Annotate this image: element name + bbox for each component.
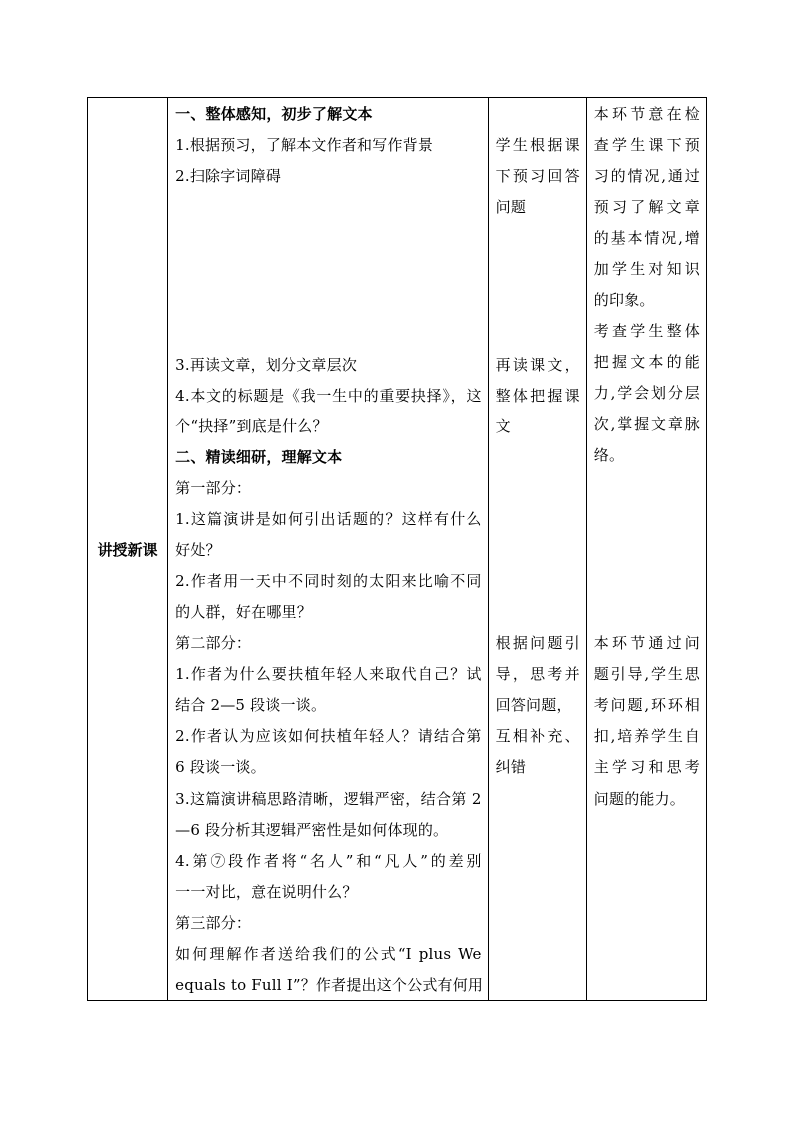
student-line: 根据问题引	[495, 634, 580, 652]
intent-line: 络。	[593, 446, 625, 464]
content-line: equals to Full I”？作者提出这个公式有何用	[175, 976, 484, 994]
content-line: 好处？	[175, 541, 221, 559]
content-heading: 二、精读细研，理解文本	[175, 448, 343, 466]
content-line: 6 段谈一谈。	[175, 758, 266, 776]
content-line: 第二部分：	[175, 634, 252, 652]
intent-line: 力,学会划分层	[593, 384, 700, 402]
intent-line: 加学生对知识	[593, 260, 700, 278]
teaching-content-cell	[168, 98, 489, 1001]
intent-line: 问题的能力。	[593, 790, 685, 808]
content-line: 如何理解作者送给我们的公式“I plus We	[175, 945, 482, 963]
content-line: 3.再读文章，划分文章层次	[175, 356, 358, 374]
content-line: 3.这篇演讲稿思路清晰，逻辑严密，结合第 2	[175, 790, 482, 808]
intent-line: 预习了解文章	[593, 198, 700, 216]
intent-line: 查学生课下预	[593, 136, 700, 154]
intent-line: 习的情况,通过	[593, 167, 700, 185]
content-line: 结合 2—5 段谈一谈。	[175, 696, 327, 714]
intent-line: 扣,培养学生自	[593, 727, 700, 745]
intent-line: 次,掌握文章脉	[593, 415, 700, 433]
student-line: 纠错	[495, 758, 527, 776]
content-line: —6 段分析其逻辑严密性是如何体现的。	[175, 821, 449, 839]
content-line: 的人群，好在哪里？	[175, 603, 312, 621]
content-line: 个“抉择”到底是什么？	[175, 417, 328, 435]
content-line: 1.作者为什么要扶植年轻人来取代自己？试	[175, 665, 482, 683]
content-line: 2.扫除字词障碍	[175, 167, 282, 185]
student-line: 下预习回答	[495, 167, 580, 185]
intent-line: 把握文本的能	[593, 353, 700, 371]
student-line: 互相补充、	[495, 727, 580, 745]
intent-line: 的基本情况,增	[593, 229, 700, 247]
student-line: 导，思考并	[495, 665, 580, 683]
intent-line: 主学习和思考	[593, 758, 700, 776]
content-line: 一一对比，意在说明什么？	[175, 883, 358, 901]
student-activity-cell	[488, 98, 586, 1001]
intent-line: 题引导,学生思	[593, 665, 700, 683]
content-line: 2.作者认为应该如何扶植年轻人？请结合第	[175, 727, 482, 745]
student-line: 学生根据课	[495, 136, 580, 154]
intent-line: 本环节意在检	[593, 105, 700, 123]
student-line: 整体把握课	[495, 387, 580, 405]
content-line: 第一部分：	[175, 479, 252, 497]
content-line: 1.根据预习，了解本文作者和写作背景	[175, 136, 434, 154]
student-line: 问题	[495, 198, 527, 216]
section-label: 讲授新课	[88, 98, 168, 1001]
content-line: 4.第⑦段作者将“名人”和“凡人”的差别	[175, 852, 482, 870]
design-intent-cell	[586, 98, 706, 1001]
intent-line: 考问题,环环相	[593, 696, 700, 714]
student-line: 文	[495, 417, 511, 435]
table-row	[88, 98, 707, 1001]
intent-line: 的印象。	[593, 291, 655, 309]
intent-line: 本环节通过问	[593, 634, 700, 652]
content-line: 2.作者用一天中不同时刻的太阳来比喻不同	[175, 572, 482, 590]
student-line: 再读课文，	[495, 356, 580, 374]
student-line: 回答问题，	[495, 696, 572, 714]
content-line: 1.这篇演讲是如何引出话题的？这样有什么	[175, 510, 482, 528]
intent-line: 考查学生整体	[593, 322, 700, 340]
content-line: 第三部分：	[175, 914, 252, 932]
lesson-plan-table	[87, 97, 707, 1001]
content-heading: 一、整体感知，初步了解文本	[175, 105, 373, 123]
content-line: 4.本文的标题是《我一生中的重要抉择》，这	[175, 387, 482, 405]
